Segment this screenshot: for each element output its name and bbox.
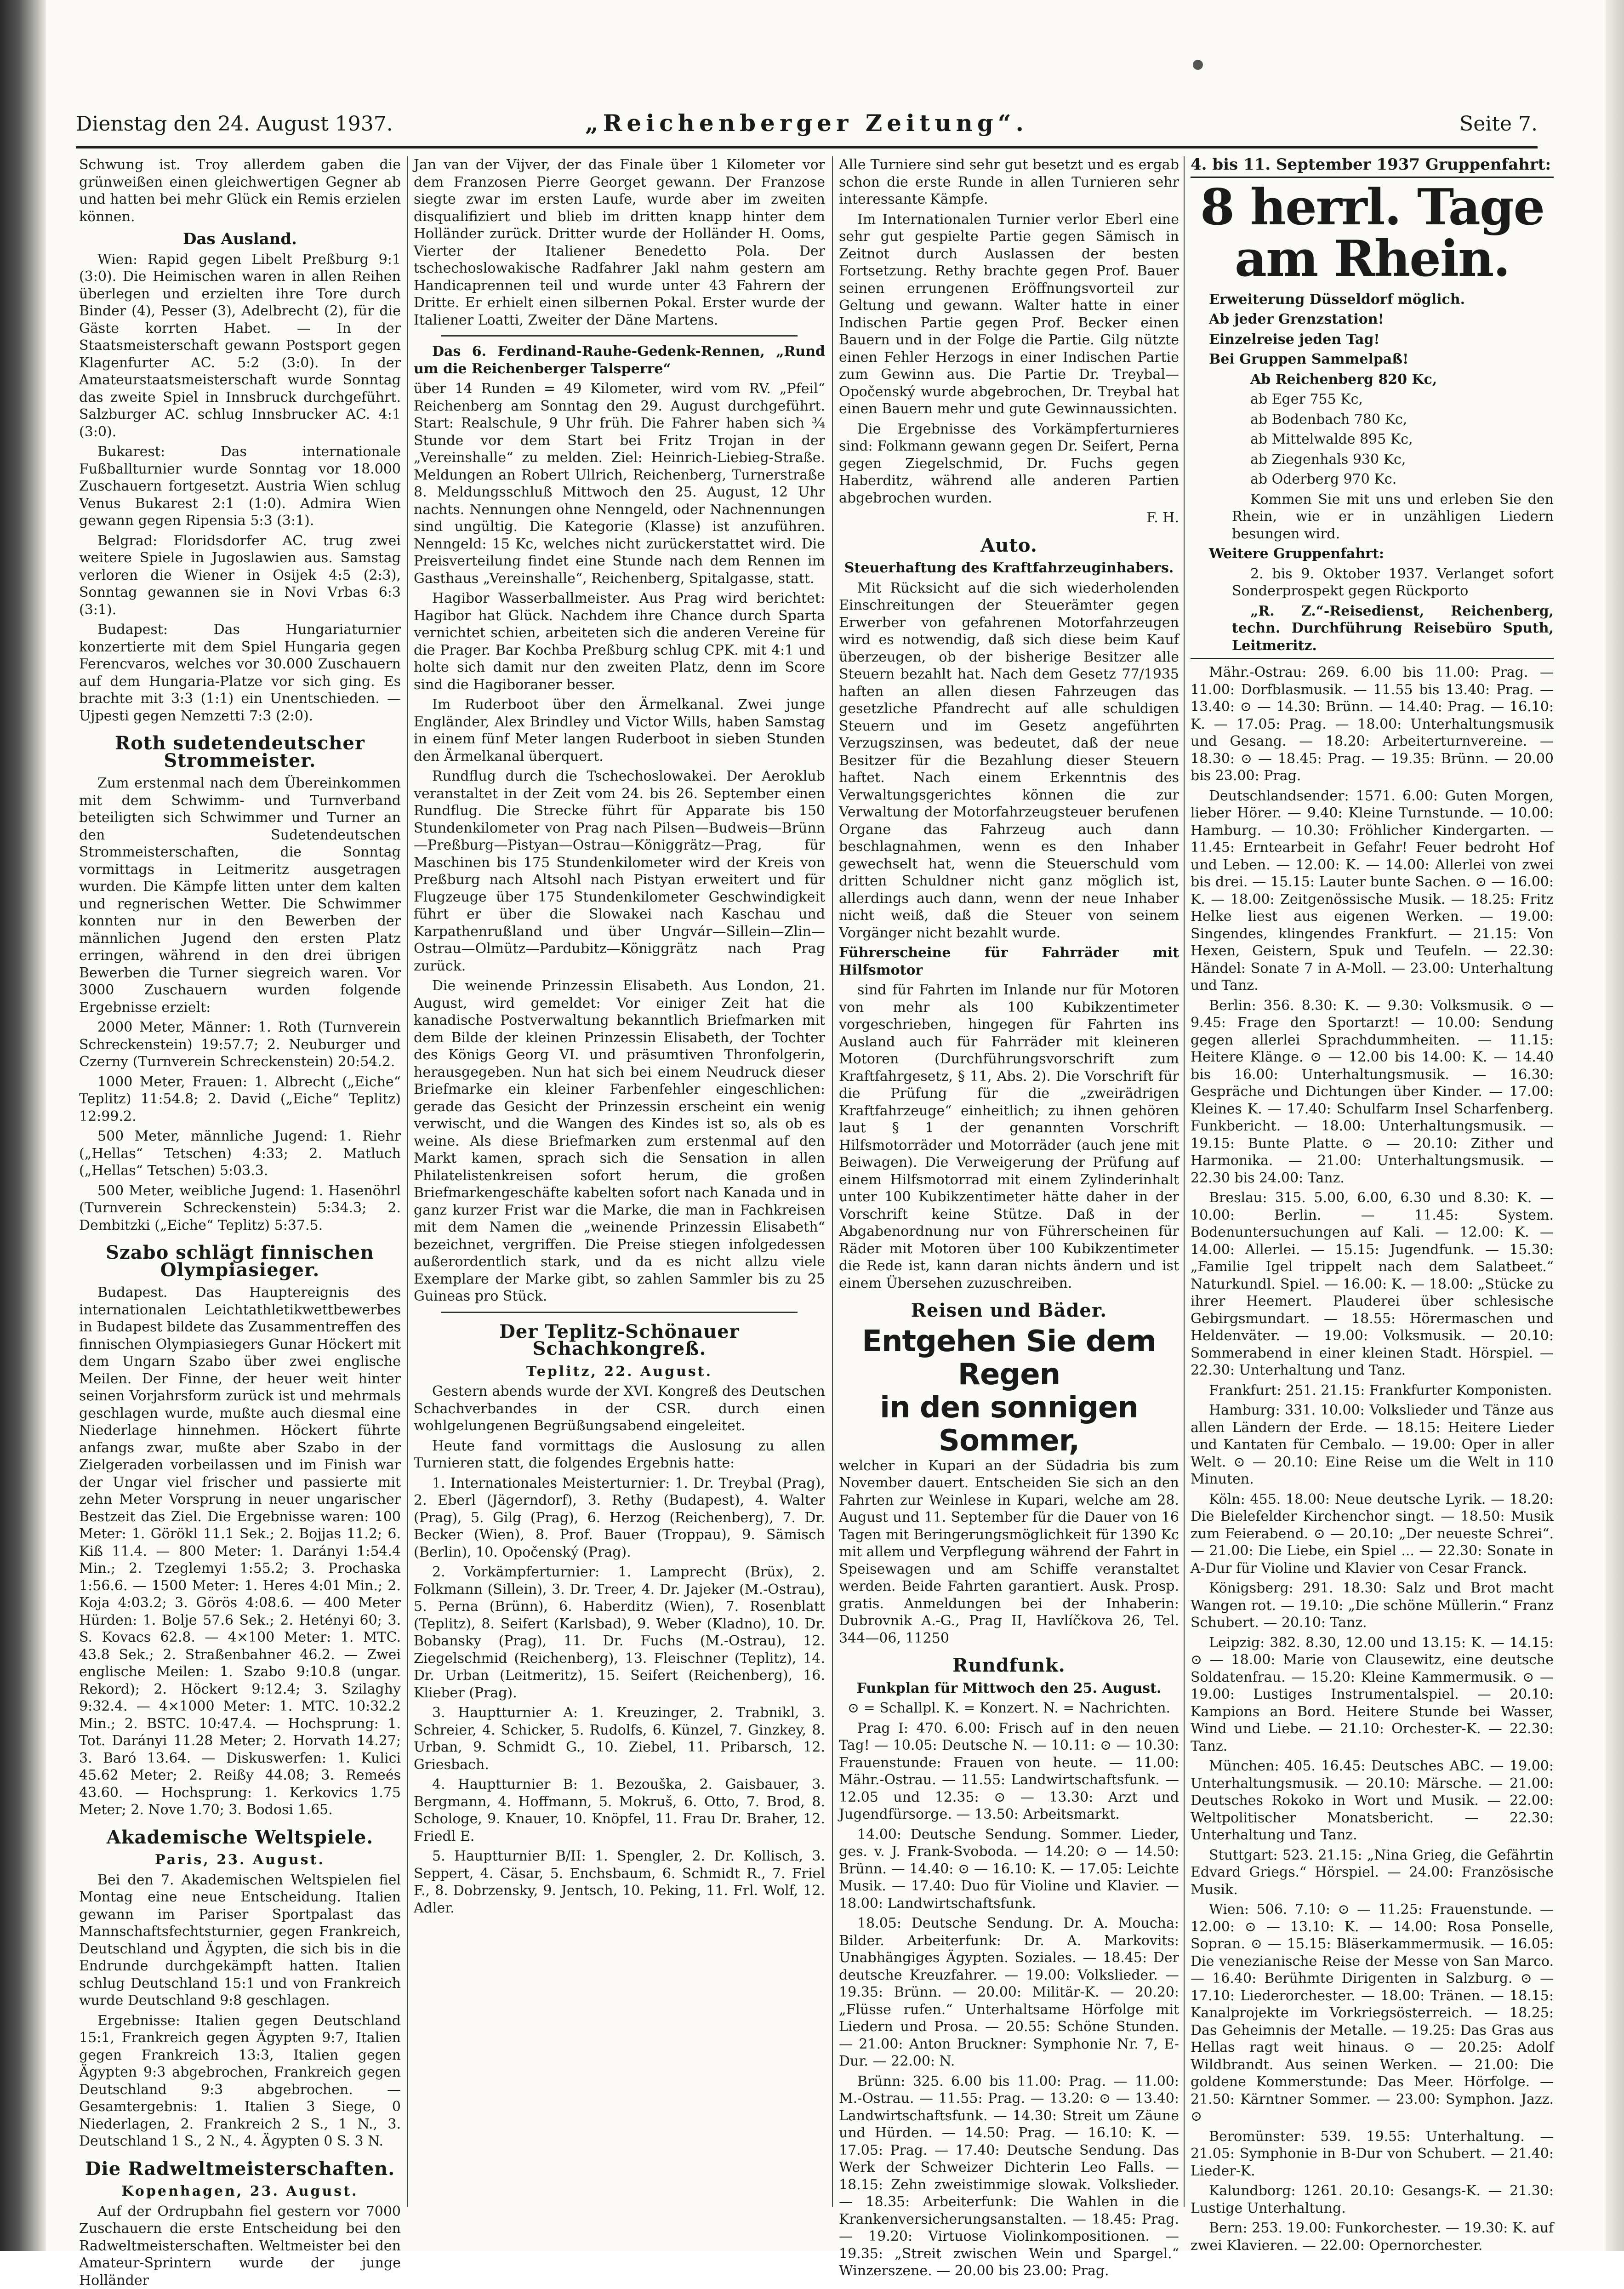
- column-3: [839, 156, 1179, 2234]
- article-text: Zum erstenmal nach dem Übereinkommen mit dem Schwimm- und Turnverband beteiligten sich Schwimmer und Turner an den Sudetendeutschen Strommeisterschaften, die Sonntag vormittags in Leitmeritz ausgetragen wurden. Die Kämpfe litten unter dem kalten und regnerischen Wetter. Die Schwimmer konnten nur in den Bewerben der männlichen Jugend den ersten Platz erringen, während in den drei übrigen Bewerben die Turner siegreich waren. Vor 3000 Zuschauern wurden folgende Ergebnisse erzielt:: [79, 775, 401, 1016]
- radio-legend: ⊙ = Schallpl. K. = Konzert. N. = Nachrichten.: [839, 1700, 1179, 1717]
- ad-text: Kommen Sie mit uns und erleben Sie den Rhein, wie er in unzähligen Liedern besungen wird.: [1191, 491, 1554, 543]
- article-text: Budapest: Das Hungariaturnier konzertierte mit dem Spiel Hungaria gegen Ferencvaros, welches vor 30.000 Zuschauern auf dem Hungaria-Platze vor sich ging. Es brachte mit 3:3 (1:1) ein Unentschieden. — Ujpesti gegen Nemzetti 7:3 (2:0).: [79, 621, 401, 725]
- column-rule: [407, 156, 408, 2207]
- article-text: sind für Fahrten im Inlande nur für Motoren von mehr als 100 Kubikzentimeter vorgeschrieben, hingegen für Fahrten ins Ausland auch für Fahrräder mit kleineren Motoren (Durchführungsvorschrift zum Kraftfahrgesetz, § 11, Abs. 2). Die Vorschrift für die Prüfung für die „zweirädrigen Kraftfahrzeuge“ einheitlich; zu ihnen gehören laut § 1 der genannten Vorschrift Hilfsmotorräder und Motorräder (auch jene mit Beiwagen). Die Verweigerung der Prüfung auf einem Hilfsmotorrad mit einem Zylinderinhalt unter 100 Kubikzentimeter hätte daher in der Vorschrift keine Stütze. Daß in der Abgabenordnung nur von Führerscheinen für Räder mit Motoren über 100 Kubikzentimeter die Rede ist, kann daran nichts ändern und ist einem Übersehen zuzuschreiben.: [839, 982, 1179, 1292]
- ad-price: ab Bodenbach 780 Kc,: [1191, 411, 1554, 428]
- ad-contact: „R. Z.“-Reisedienst, Reichenberg, techn. Durchführung Reisebüro Sputh, Leitmeritz.: [1191, 603, 1554, 660]
- section-heading: Rundfunk.: [839, 1657, 1179, 1674]
- radio-listing: Beromünster: 539. 19.55: Unterhaltung. — 21.05: Symphonie in B-Dur von Schubert. — 21.40: Lieder-K.: [1191, 2128, 1554, 2180]
- article-text: 1000 Meter, Frauen: 1. Albrecht („Eiche“ Teplitz) 11:54.8; 2. David („Eiche“ Teplitz) 12:99.2.: [79, 1073, 401, 1125]
- radio-listing: 14.00: Deutsche Sendung. Sommer. Lieder, ges. v. J. Frank-Svoboda. — 14.20: ⊙ — 14.50: Brünn. — 14.40: ⊙ — 16.10: K. — 17.05: Leichte Musik. — 17.40: Duo für Violine und Klavier. — 18.00: Landwirtschaftsfunk.: [839, 1826, 1179, 1912]
- radio-listing: München: 405. 16.45: Deutsches ABC. — 19.00: Unterhaltungsmusik. — 20.10: Märsche. — 21.00: Deutsches Rokoko in Wort und Musik. — 22.00: Weltpolitischer Monatsbericht. — 22.30: Unterhaltung und Tanz.: [1191, 1758, 1554, 1844]
- ad-headline: Entgehen Sie dem Regen: [839, 1325, 1179, 1391]
- section-heading: Auto.: [839, 537, 1179, 554]
- page-header: [76, 105, 1538, 148]
- ad-text: 2. bis 9. Oktober 1937. Verlanget sofort Sonderprospekt gegen Rückporto: [1191, 565, 1554, 600]
- radio-listing: Leipzig: 382. 8.30, 12.00 und 13.15: K. — 14.15: ⊙ — 18.00: Marie von Clausewitz, eine deutsche Soldatenfrau. — 15.20: Kleine Kammermusik. ⊙ — 19.00: Lustiges Instrumentalspiel. — 20.10: Kampions an Bord. Heitere Stunde bei Wasser, Wind und Liebe. — 21.10: Orchester-K. — 22.30: Tanz.: [1191, 1634, 1554, 1755]
- scan-edge-shadow: [1606, 0, 1624, 2251]
- article-subheadline: Führerscheine für Fahrräder mit Hilfsmotor: [839, 944, 1179, 979]
- column-4: [1191, 156, 1554, 2234]
- article-text: 4. Hauptturnier B: 1. Bezouška, 2. Gaisbauer, 3. Bergmann, 4. Hoffmann, 5. Mokruš, 6. Otto, 7. Brod, 8. Schologe, 9. Knauer, 10. Knöpfel, 11. Frau Dr. Braher, 12. Friedl E.: [414, 1776, 825, 1845]
- separator: [441, 1312, 798, 1313]
- radio-listing: Hamburg: 331. 10.00: Volkslieder und Tänze aus allen Ländern der Erde. — 18.15: Heitere Lieder und Kantaten für Cembalo. — 19.00: Oper in aller Welt. ⊙ — 20.10: Eine Reise um die Welt in 110 Minuten.: [1191, 1402, 1554, 1488]
- radio-listing: 18.05: Deutsche Sendung. Dr. A. Moucha: Bilder. Arbeiterfunk: Dr. A. Markovits: Unabhängiges Ägypten. Soziales. — 18.45: Der deutsche Kreuzfahrer. — 19.00: Volkslieder. — 19.35: Brünn. — 20.00: Militär-K. — 20.20: „Flüsse rufen.“ Unterhaltsame Hörfolge mit Liedern und Prosa. — 20.55: Schöne Stunden. — 21.00: Anton Bruckner: Symphonie Nr. 7, E-Dur. — 22.00: N.: [839, 1915, 1179, 2070]
- travel-advertisement: [839, 1325, 1179, 1647]
- article-text: Ergebnisse: Italien gegen Deutschland 15:1, Frankreich gegen Ägypten 9:7, Italien gegen Frankreich 13:3, Italien gegen Ägypten 9:3 abgebrochen, Frankreich gegen Deutschland 9:3 abgebrochen. — Gesamtergebnis: 1. Italien 3 Siege, 0 Niederlagen, 2. Frankreich 2 S., 1 N., 3. Deutschland 1 S., 2 N., 4. Ägypten 0 S. 3 N.: [79, 2012, 401, 2150]
- radio-listing: Frankfurt: 251. 21.15: Frankfurter Komponisten.: [1191, 1382, 1554, 1399]
- radio-listing: Bern: 253. 19.00: Funkorchester. — 19.30: K. auf zwei Klavieren. — 22.00: Opernorchester.: [1191, 2220, 1554, 2254]
- article-text: Im Ruderboot über den Ärmelkanal. Zwei junge Engländer, Alex Brindley und Victor Wills, haben Samstag in einem fünf Meter langen Ruderboot in sieben Stunden den Ärmelkanal überquert.: [414, 696, 825, 765]
- article-text: Wien: Rapid gegen Libelt Preßburg 9:1 (3:0). Die Heimischen waren in allen Reihen überlegen und erzielten ihre Tore durch Binder (4), Pesser (3), Adelbrecht (2), für die Gäste korrten Habet. — In der Staatsmeisterschaft gewann Postsport gegen Klagenfurter AC. 5:2 (3:0). In der Amateurstaatsmeisterschaft wurde Sonntag das zweite Spiel in Innsbruck durchgeführt. Salzburger AC. schlug Innsbrucker AC. 4:1 (3:0).: [79, 251, 401, 441]
- radio-listing: Deutschlandsender: 1571. 6.00: Guten Morgen, lieber Hörer. — 9.40: Kleine Turnstunde. — 10.00: Hamburg. — 10.30: Fröhlicher Kindergarten. — 11.45: Erntearbeit in Gefahr! Feuer bedroht Hof und Leben. — 12.00: K. — 14.00: Allerlei von zwei bis drei. — 15.15: Lauter bunte Sachen. ⊙ — 16.00: K. — 18.00: Zeitgenössische Musik. — 18.25: Fritz Helke liest aus eigenen Werken. — 19.00: Singendes, klingendes Frankfurt. — 21.15: Von Hexen, Geistern, Spuk und Teufeln. — 22.30: Händel: Sonate 7 in A-Moll. — 23.00: Unterhaltung und Tanz.: [1191, 788, 1554, 994]
- column-1: [79, 156, 401, 2234]
- article-subheadline: Steuerhaftung des Kraftfahrzeuginhabers.: [839, 559, 1179, 577]
- article-text: Jan van der Vijver, der das Finale über 1 Kilometer vor dem Franzosen Pierre Georget gewann. Der Franzose siegte zwar im ersten Laufe, wurde aber im zweiten disqualifiziert und blieb im dritten knapp hinter dem Holländer zurück. Dritter wurde der Holländer H. Ooms, Vierter der Italiener Benedetto Pola. Der tschechoslowakische Radfahrer Jakl nahm gestern am Handicaprennen teil und wurde unter 43 Fahrern der Dritte. Er erhielt einen silbernen Pokal. Erster wurde der Italiener Loatti, Zweiter der Däne Martens.: [414, 156, 825, 329]
- article-headline: Akademische Weltspiele.: [79, 1829, 401, 1846]
- article-text: Auf der Ordrupbahn fiel gestern vor 7000 Zuschauern die erste Entscheidung bei den Radweltmeisterschaften. Weltmeister bei den Amateur-Sprintern wurde der junge Holländer: [79, 2203, 401, 2289]
- dateline: Paris, 23. August.: [79, 1851, 401, 1869]
- article-text: Die Ergebnisse des Vorkämpferturnieres sind: Folkmann gewann gegen Dr. Seifert, Perna gegen Ziegelschmid, Dr. Fuchs gegen Haberditz, während alle anderen Partien abgebrochen wurden.: [839, 421, 1179, 507]
- radio-listing: Mähr.-Ostrau: 269. 6.00 bis 11.00: Prag. — 11.00: Dorfblasmusik. — 11.55 bis 13.40: Prag. — 13.40: ⊙ — 14.30: Brünn. — 14.40: Prag. — 16.10: K. — 17.05: Prag. — 18.00: Unterhaltungsmusik und Gesang. — 18.20: Arbeiterturnvereine. — 18.30: ⊙ — 18.45: Prag. — 19.35: Brünn. — 20.00 bis 23.00: Prag.: [1191, 664, 1554, 785]
- ad-price: ab Ziegenhals 930 Kc,: [1191, 451, 1554, 468]
- dateline: Teplitz, 22. August.: [414, 1363, 825, 1381]
- radio-listing: Berlin: 356. 8.30: K. — 9.30: Volksmusik. ⊙ — 9.45: Frage den Sportarzt! — 10.00: Sendung gegen allerlei Sprachdummheiten. — 11.15: Heitere Klänge. ⊙ — 12.00 bis 14.00: K. — 14.40 bis 16.00: Unterhaltungsmusik. — 16.30: Gespräche und Dichtungen über Kinder. — 17.00: Kleines K. — 17.40: Schulfarm Insel Scharfenberg. Funkbericht. — 18.00: Unterhaltungsmusik. — 19.15: Bunte Platte. ⊙ — 20.10: Zither und Harmonika. — 21.00: Unterhaltungsmusik. — 22.30 bis 24.00: Tanz.: [1191, 997, 1554, 1187]
- section-heading: Das Ausland.: [79, 231, 401, 248]
- ad-price: Ab Reichenberg 820 Kc,: [1191, 371, 1554, 388]
- article-headline: Roth sudetendeutscher Strommeister.: [79, 735, 401, 769]
- article-text: Heute fand vormittags die Auslosung zu allen Turnieren statt, die folgendes Ergebnis hatte:: [414, 1438, 825, 1472]
- separator: [441, 335, 798, 337]
- dateline: Kopenhagen, 23. August.: [79, 2183, 401, 2200]
- article-headline: Die Radweltmeisterschaften.: [79, 2160, 401, 2178]
- header-date: Dienstag den 24. August 1937.: [76, 112, 393, 136]
- article-headline: Der Teplitz-Schönauer Schachkongreß.: [414, 1323, 825, 1358]
- ad-text: Bei Gruppen Sammelpaß!: [1191, 351, 1554, 368]
- ad-text: Weitere Gruppenfahrt:: [1191, 545, 1554, 563]
- ad-text: welcher in Kupari an der Südadria bis zum November dauert. Entscheiden Sie sich an den Fahrten zur Weinlese in Kupari, welche am 28. August und 11. September für die Dauer von 16 Tagen mit Beringerungsmöglichkeit für 1390 Kc mit allem und Verpflegung während der Fahrt in Speisewagen und am Schiffe veranstaltet werden. Beide Fahrten garantiert. Ausk. Prosp. gratis. Anmeldungen bei der Inhaberin: Dubrovnik A.-G., Prag II, Havlíčkova 26, Tel. 344—06, 11250: [839, 1457, 1179, 1647]
- article-text: Hagibor Wasserballmeister. Aus Prag wird berichtet: Hagibor hat Glück. Nachdem ihre Chance durch Sparta vernichtet schien, arbeiteten sich die anderen Vereine für die Prager. Bar Kochba Preßburg schlug CPK. mit 4:1 und holte sich damit nur den zweiten Platz, denn im Score sind die Hagiboraner besser.: [414, 590, 825, 693]
- radio-listing: Königsberg: 291. 18.30: Salz und Brot macht Wangen rot. — 19.10: „Die schöne Müllerin.“ Franz Schubert. — 20.10: Tanz.: [1191, 1580, 1554, 1632]
- ink-spot: [1193, 60, 1203, 70]
- article-text: Bukarest: Das internationale Fußballturnier wurde Sonntag vor 18.000 Zuschauern fortgesetzt. Austria Wien schlug Venus Bukarest 2:1 (1:0). Admira Wien gewann gegen Ripensia 5:3 (3:1).: [79, 443, 401, 530]
- article-text: Mit Rücksicht auf die sich wiederholenden Einschreitungen der Steuerämter gegen Erwerber von gefahrenen Motorfahrzeugen wird es notwendig, daß sich diese beim Kauf überzeugen, ob der bisherige Besitzer alle Steuern bezahlt hat. Nach dem Gesetz 77/1935 haften an allen diesen Fahrzeugen das gesetzliche Pfandrecht auf alle schuldigen Steuern und im Gesetz angeführten Verzugszinsen, was bedeutet, daß der neue Besitzer für die Bezahlung dieser Steuern haftet. Nach einem Erkenntnis des Verwaltungsgerichtes können die zur Verwaltung der Motorfahrzeugsteuer berufenen Organe das Fahrzeug auch dann beschlagnahmen, wenn es den Inhaber gewechselt hat, wenn die Steuerschuld vom dritten Schuldner nicht ganz möglich ist, allerdings auch dann, wenn der neue Inhaber nicht weiß, daß die Steuer von seinem Vorgänger nicht bezahlt wurde.: [839, 580, 1179, 942]
- article-text: 5. Hauptturnier B/II: 1. Spengler, 2. Dr. Kollisch, 3. Seppert, 4. Cäsar, 5. Enchsbaum, 6. Schmidt R., 7. Friel F., 8. Dobrzensky, 9. Jentsch, 10. Peking, 11. Frl. Wolf, 12. Adler.: [414, 1848, 825, 1917]
- radio-plan-heading: Funkplan für Mittwoch den 25. August.: [839, 1680, 1179, 1697]
- article-text: 3. Hauptturnier A: 1. Kreuzinger, 2. Trabnikl, 3. Schreier, 4. Schicker, 5. Rudolfs, 6. Künzel, 7. Ginzkey, 8. Urban, 9. Schmidt G., 10. Ziebel, 11. Pribarsch, 12. Griesbach.: [414, 1704, 825, 1773]
- scan-binding-shadow: [0, 0, 46, 2251]
- article-text: Im Internationalen Turnier verlor Eberl eine sehr gut gespielte Partie gegen Sämisch in Zeitnot durch Auslassen der besten Fortsetzung. Rethy brachte gegen Prof. Bauer seinen errungenen Eröffnungsvorteil zur Geltung und gewann. Walter hatte in einer Indischen Partie gegen Prof. Becker einen Bauern und in der Folge die Partie. Gilg nützte einen Fehler Herzogs in einer Indischen Partie zum Gewinn aus. Die Partie Dr. Treybal—Opočenský wurde abgebrochen, Dr. Treybal hat einen Bauern mehr und gute Gewinnaussichten.: [839, 211, 1179, 418]
- article-text: Rundflug durch die Tschechoslowakei. Der Aeroklub veranstaltet in der Zeit vom 24. bis 26. September einen Rundflug. Die Strecke führt für Apparate bis 150 Stundenkilometer von Prag nach Pilsen—Budweis—Brünn—Preßburg—Pistyan—Ostrau—Königgrätz—Prag, für Maschinen bis 175 Stundenkilometer wird der Kreis von Preßburg nach Altsohl nach Pistyan erweitert und für Flugzeuge über 175 Stundenkilometer Geschwindigkeit führt er über die Slowakei nach Kaschau und Karpathenrußland und über Ungvár—Sillein—Zlin—Ostrau—Olmütz—Pardubitz—Königgrätz nach Prag zurück.: [414, 768, 825, 975]
- article-text: Die weinende Prinzessin Elisabeth. Aus London, 21. August, wird gemeldet: Vor einiger Zeit hat die kanadische Postverwaltung bekanntlich Briefmarken mit dem Bilde der kleinen Prinzessin Elisabeth, der Tochter des Königs Georg VI. und präsumtiven Thronfolgerin, herausgegeben. Nun hat sich bei einem Neudruck dieser Briefmarke ein kleiner Farbenfehler eingeschlichen: gerade das Gesicht der Prinzessin erscheint ein wenig verwischt, und die Wangen des Kindes ist so, als ob es weine. Als diese Briefmarken zum erstenmal auf den Markt kamen, sprach sich die Sensation in allen Philatelistenkreisen sofort herum, die großen Briefmarkengeschäfte kabelten sofort nach Kanada und in ganz kurzer Frist war die Marke, die man in Fachkreisen mit dem Namen die „weinende Prinzessin Elisabeth“ bezeichnet, vergriffen. Die Preise stiegen infolgedessen außerordentlich stark, und da es nicht allzu viele Exemplare der Marke gibt, so zahlen Sammler bis zu 25 Guineas pro Stück.: [414, 977, 825, 1305]
- radio-listing: Wien: 506. 7.10: ⊙ — 11.25: Frauenstunde. — 12.00: ⊙ — 13.10: K. — 14.00: Rosa Ponselle, Sopran. ⊙ — 15.15: Bläserkammermusik. — 16.05: Die venezianische Reise der Messe von San Marco. — 16.40: Berühmte Dirigenten in Salzburg. ⊙ — 17.10: Liederorchester. — 18.00: Tränen. — 18.15: Kanalprojekte im Vorkriegsösterreich. — 18.25: Das Geheimnis der Metalle. — 19.25: Das Gras aus Hellas ragt weit hinaus. ⊙ — 20.25: Adolf Wildbrandt. Aus seinen Werken. — 21.00: Die goldene Kommerstunde: Das Meer. Hörfolge. — 21.50: Kärntner Sommer. — 23.00: Symphon. Jazz. ⊙: [1191, 1901, 1554, 2125]
- article-text: 2. Vorkämpferturnier: 1. Lamprecht (Brüx), 2. Folkmann (Sillein), 3. Dr. Treer, 4. Dr. Jajeker (M.-Ostrau), 5. Perna (Brünn), 6. Haberditz (Wien), 7. Rosenblatt (Teplitz), 8. Seifert (Karlsbad), 9. Weber (Kladno), 10. Dr. Bobansky (Prag), 11. Dr. Fuchs (M.-Ostrau), 12. Ziegelschmid (Reichenberg), 13. Fleischner (Teplitz), 14. Dr. Urban (Leitmeritz), 15. Seifert (Reichenberg), 16. Klieber (Prag).: [414, 1564, 825, 1701]
- ad-top-line: 4. bis 11. September 1937 Gruppenfahrt:: [1191, 156, 1554, 178]
- author-signature: F. H.: [839, 509, 1179, 527]
- radio-listing: Stuttgart: 523. 21.15: „Nina Grieg, die Gefährtin Edvard Griegs.“ Hörspiel. — 24.00: Französische Musik.: [1191, 1847, 1554, 1899]
- article-text: Belgrad: Floridsdorfer AC. trug zwei weitere Spiele in Jugoslawien aus. Samstag verloren die Wiener in Osijek 4:5 (2:3), Sonntag gewannen sie in Novi Vrbas 6:3 (3:1).: [79, 532, 401, 619]
- article-text: Schwung ist. Troy allerdem gaben die grünweißen einen gleichwertigen Gegner ab und hatten bei mehr Glück ein Remis erzielen können.: [79, 156, 401, 225]
- header-paper-name: „Reichenberger Zeitung“.: [76, 109, 1538, 137]
- column-rule: [832, 156, 833, 2207]
- radio-listing: Kalundborg: 1261. 20.10: Gesangs-K. — 21.30: Lustige Unterhaltung.: [1191, 2182, 1554, 2217]
- article-headline: Szabo schlägt finnischen Olympiasieger.: [79, 1244, 401, 1279]
- ad-headline: 8 herrl. Tage am Rhein.: [1191, 182, 1554, 285]
- radio-listing: Prag I: 470. 6.00: Frisch auf in den neuen Tag! — 10.05: Deutsche N. — 10.11: ⊙ — 10.30: Frauenstunde: Frauen von heute. — 11.00: Mähr.-Ostrau. — 11.55: Landwirtschaftsfunk. — 12.05 und 12.35: ⊙ — 13.30: Arzt und Jugendfürsorge. — 13.50: Arbeitsmarkt.: [839, 1720, 1179, 1823]
- header-page-number: Seite 7.: [1459, 112, 1538, 136]
- ad-text: Ab jeder Grenzstation!: [1191, 311, 1554, 328]
- ad-price: ab Mittelwalde 895 Kc,: [1191, 431, 1554, 448]
- column-rule: [1184, 156, 1185, 2207]
- article-text: Budapest. Das Hauptereignis des internationalen Leichtathletikwettbewerbes in Budapest bildete das Zusammentreffen des finnischen Olympiasiegers Gunar Höckert mit dem Ungarn Szabo über zwei englische Meilen. Der Finne, der heuer weit hinter seinen Vorjahrsform zurück ist und mehrmals geschlagen wurde, mußte auch diesmal eine Niederlage hinnehmen. Höckert führte anfangs zwar, mußte aber Szabo in der Zielgeraden vorbeilassen und im Finish war der Ungar viel frischer und passierte mit zehn Meter Vorsprung in neuer ungarischer Bestzeit das Ziel. Die Ergebnisse waren: 100 Meter: 1. Görökl 11.1 Sek.; 2. Bojjas 11.2; 6. Kiß 11.4. — 800 Meter: 1. Darányi 1:54.4 Min.; 2. Tzeglemyi 1:55.2; 3. Prochaska 1:56.6. — 1500 Meter: 1. Heres 4:01 Min.; 2. Koja 4:03.2; 3. Görös 4:08.6. — 400 Meter Hürden: 1. Bolje 57.6 Sek.; 2. Hetényi 60; 3. S. Kovacs 62.8. — 4×100 Meter: 1. MTC. 43.8 Sek.; 2. Straßenbahner 46.2. — Zwei englische Meilen: 1. Szabo 9:10.8 (ungar. Rekord); 2. Höckert 9:12.4; 3. Szilaghy 9:32.4. — 4×1000 Meter: 1. MTC. 10:32.2 Min.; 2. BSTC. 10:47.4. — Hochsprung: 1. Tot. Darányi 11.28 Meter; 2. Horvath 14.27; 3. Baró 13.64. — Diskuswerfen: 1. Kulici 45.62 Meter; 2. Reißy 44.08; 3. Remeés 43.60. — Hochsprung: 1. Kerkovics 1.75 Meter; 2. Nove 1.70; 3. Bodosi 1.65.: [79, 1284, 401, 1819]
- column-2: [414, 156, 825, 2234]
- article-subheadline: Das 6. Ferdinand-Rauhe-Gedenk-Rennen, „Rund um die Reichenberger Talsperre“: [414, 343, 825, 377]
- article-text: 1. Internationales Meisterturnier: 1. Dr. Treybal (Prag), 2. Eberl (Jägerndorf), 3. Rethy (Budapest), 4. Walter (Prag), 5. Gilg (Prag), 6. Herzog (Reichenberg), 7. Dr. Becker (Wien), 8. Prof. Bauer (Troppau), 9. Sämisch (Berlin), 10. Opočenský (Prag).: [414, 1475, 825, 1561]
- section-heading: Reisen und Bäder.: [839, 1302, 1179, 1319]
- radio-listing: Breslau: 315. 5.00, 6.00, 6.30 und 8.30: K. — 10.00: Berlin. — 11.45: System. Bodenuntersuchungen auf Kali. — 12.00: K. — 14.00: Allerlei. — 15.15: Jugendfunk. — 15.30: „Familie Igel trippelt nach dem Salatbeet.“ Naturkundl. Spiel. — 16.00: K. — 18.00: „Stücke zu ihrer Heemert. Plauderei über schlesische Gebirgsmundart. — 18.55: Hörermaschen und Heldenväter. — 19.00: Volksmusik. — 20.10: Sommerabend in einer kleinen Stadt. Hörspiel. — 22.30: Unterhaltung und Tanz.: [1191, 1189, 1554, 1379]
- article-text: Bei den 7. Akademischen Weltspielen fiel Montag eine neue Entscheidung. Italien gewann im Pariser Sportpalast das Mannschaftsfechtsturnier, gegen Frankreich, Deutschland und Ägypten, die sich bis in die Endrunde durchgekämpft hatten. Italien schlug Deutschland 15:1 und von Frankreich wurde Deutschland 9:8 geschlagen.: [79, 1872, 401, 2009]
- article-text: 2000 Meter, Männer: 1. Roth (Turnverein Schreckenstein) 19:57.7; 2. Neuburger und Czerny (Turnverein Schreckenstein) 20:54.2.: [79, 1019, 401, 1071]
- ad-price: ab Eger 755 Kc,: [1191, 391, 1554, 408]
- article-text: über 14 Runden = 49 Kilometer, wird vom RV. „Pfeil“ Reichenberg am Sonntag den 29. August durchgeführt. Start: Realschule, 9 Uhr früh. Die Fahrer haben sich ¾ Stunde vor dem Start bei Fritz Trojan in der „Vereinshalle“ zu melden. Ziel: Heinrich-Liebieg-Straße. Meldungen an Robert Ullrich, Reichenberg, Turnerstraße 8. Meldungsschluß Mittwoch den 25. August, 12 Uhr nachts. Nennungen ohne Nenngeld, oder Nachnennungen sind ungültig. Die Kategorie (Klasse) ist anzuführen. Nenngeld: 15 Kc, welches nicht zurückerstattet wird. Die Preisverteilung findet eine Stunde nach dem Rennen im Gasthaus „Vereinshalle“, Reichenberg, Spitalgasse, statt.: [414, 380, 825, 587]
- article-text: 500 Meter, männliche Jugend: 1. Riehr („Hellas“ Tetschen) 4:33; 2. Matluch („Hellas“ Tetschen) 5:03.3.: [79, 1128, 401, 1180]
- ad-text: Einzelreise jeden Tag!: [1191, 331, 1554, 348]
- radio-listing: Brünn: 325. 6.00 bis 11.00: Prag. — 11.00: M.-Ostrau. — 11.55: Prag. — 13.20: ⊙ — 13.40: Landwirtschaftsfunk. — 14.30: Streit um Zäune und Hürden. — 14.50: Prag. — 16.10: K. — 17.05: Prag. — 17.40: Deutsche Sendung. Das Werk der Schweizer Dichterin Leo Falls. — 18.15: Zehn zweistimmige slowak. Volkslieder. — 18.35: Arbeiterfunk: Die Wahlen in die Krankenversicherungsanstalten. — 18.45: Prag. — 19.20: Virtuose Violinkompositionen. — 19.35: „Streit zwischen Wein und Spargel.“ Winzerszene. — 20.00 bis 23.00: Prag.: [839, 2073, 1179, 2280]
- ad-headline: in den sonnigen Sommer,: [839, 1391, 1179, 1457]
- article-text: 500 Meter, weibliche Jugend: 1. Hasenöhrl (Turnverein Schreckenstein) 5:34.3; 2. Dembitzki („Eiche“ Teplitz) 5:37.5.: [79, 1182, 401, 1234]
- article-text: Alle Turniere sind sehr gut besetzt und es ergab schon die erste Runde in allen Turnieren sehr interessante Kämpfe.: [839, 156, 1179, 208]
- article-text: Gestern abends wurde der XVI. Kongreß des Deutschen Schachverbandes in der CSR. durch einen wohlgelungenen Begrüßungsabend eingeleitet.: [414, 1383, 825, 1435]
- ad-text: Erweiterung Düsseldorf möglich.: [1191, 291, 1554, 308]
- ad-price: ab Oderberg 970 Kc.: [1191, 471, 1554, 488]
- radio-listing: Köln: 455. 18.00: Neue deutsche Lyrik. — 18.20: Die Bielefelder Kirchenchor singt. — 18.50: Musik zum Feierabend. ⊙ — 20.10: „Der neueste Schrei“. — 21.00: Die Liebe, ein Spiel ... — 22.30: Sonate in A-Dur für Violine und Klavier von Cesar Franck.: [1191, 1491, 1554, 1577]
